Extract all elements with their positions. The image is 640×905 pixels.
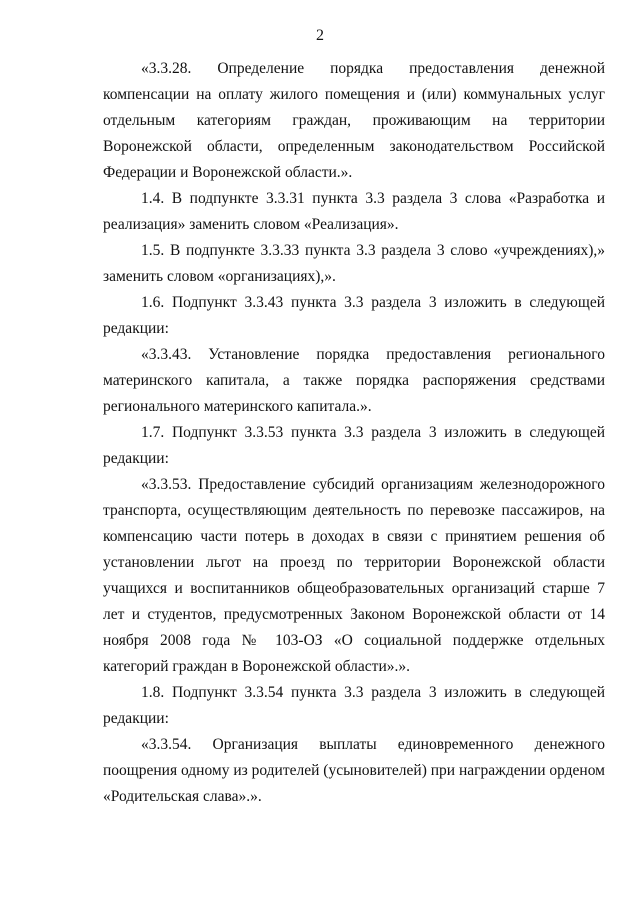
paragraph-3-3-54: «3.3.54. Организация выплаты единовременного денежного поощрения одному из родителей (усыновителей) при награждении орденом «Родительская слава».». <box>103 736 605 805</box>
document-body <box>103 56 605 810</box>
paragraph-1-4: 1.4. В подпункте 3.3.31 пункта 3.3 раздела 3 слова «Разработка и реализация» заменить словом «Реализация». <box>103 190 605 233</box>
paragraph-3-3-43: «3.3.43. Установление порядка предоставления регионального материнского капитала, а также порядка распоряжения средствами регионального материнского капитала.». <box>103 346 605 415</box>
paragraph-1-5: 1.5. В подпункте 3.3.33 пункта 3.3 раздела 3 слово «учреждениях),» заменить словом «организациях),». <box>103 242 605 285</box>
page-number: 2 <box>316 27 324 44</box>
paragraph-1-8: 1.8. Подпункт 3.3.54 пункта 3.3 раздела 3 изложить в следующей редакции: <box>103 684 605 727</box>
paragraph-1-7: 1.7. Подпункт 3.3.53 пункта 3.3 раздела 3 изложить в следующей редакции: <box>103 424 605 467</box>
paragraph-3-3-28: «3.3.28. Определение порядка предоставления денежной компенсации на оплату жилого помещения и (или) коммунальных услуг отдельным категориям граждан, проживающим на территории Воронежской области, определенным законодательством Российской Федерации и Воронежской области.». <box>103 60 605 181</box>
paragraph-3-3-53: «3.3.53. Предоставление субсидий организациям железнодорожного транспорта, осуществляющим деятельность по перевозке пассажиров, на компенсацию части потерь в доходах в связи с принятием решения об установлении льгот на проезд по территории Воронежской области учащихся и воспитанников общеобразовательных организаций старше 7 лет и студентов, предусмотренных Законом Воронежской области от 14 ноября 2008 года № 103-ОЗ «О социальной поддержке отдельных категорий граждан в Воронежской области».». <box>103 476 605 675</box>
paragraph-1-6: 1.6. Подпункт 3.3.43 пункта 3.3 раздела 3 изложить в следующей редакции: <box>103 294 605 337</box>
